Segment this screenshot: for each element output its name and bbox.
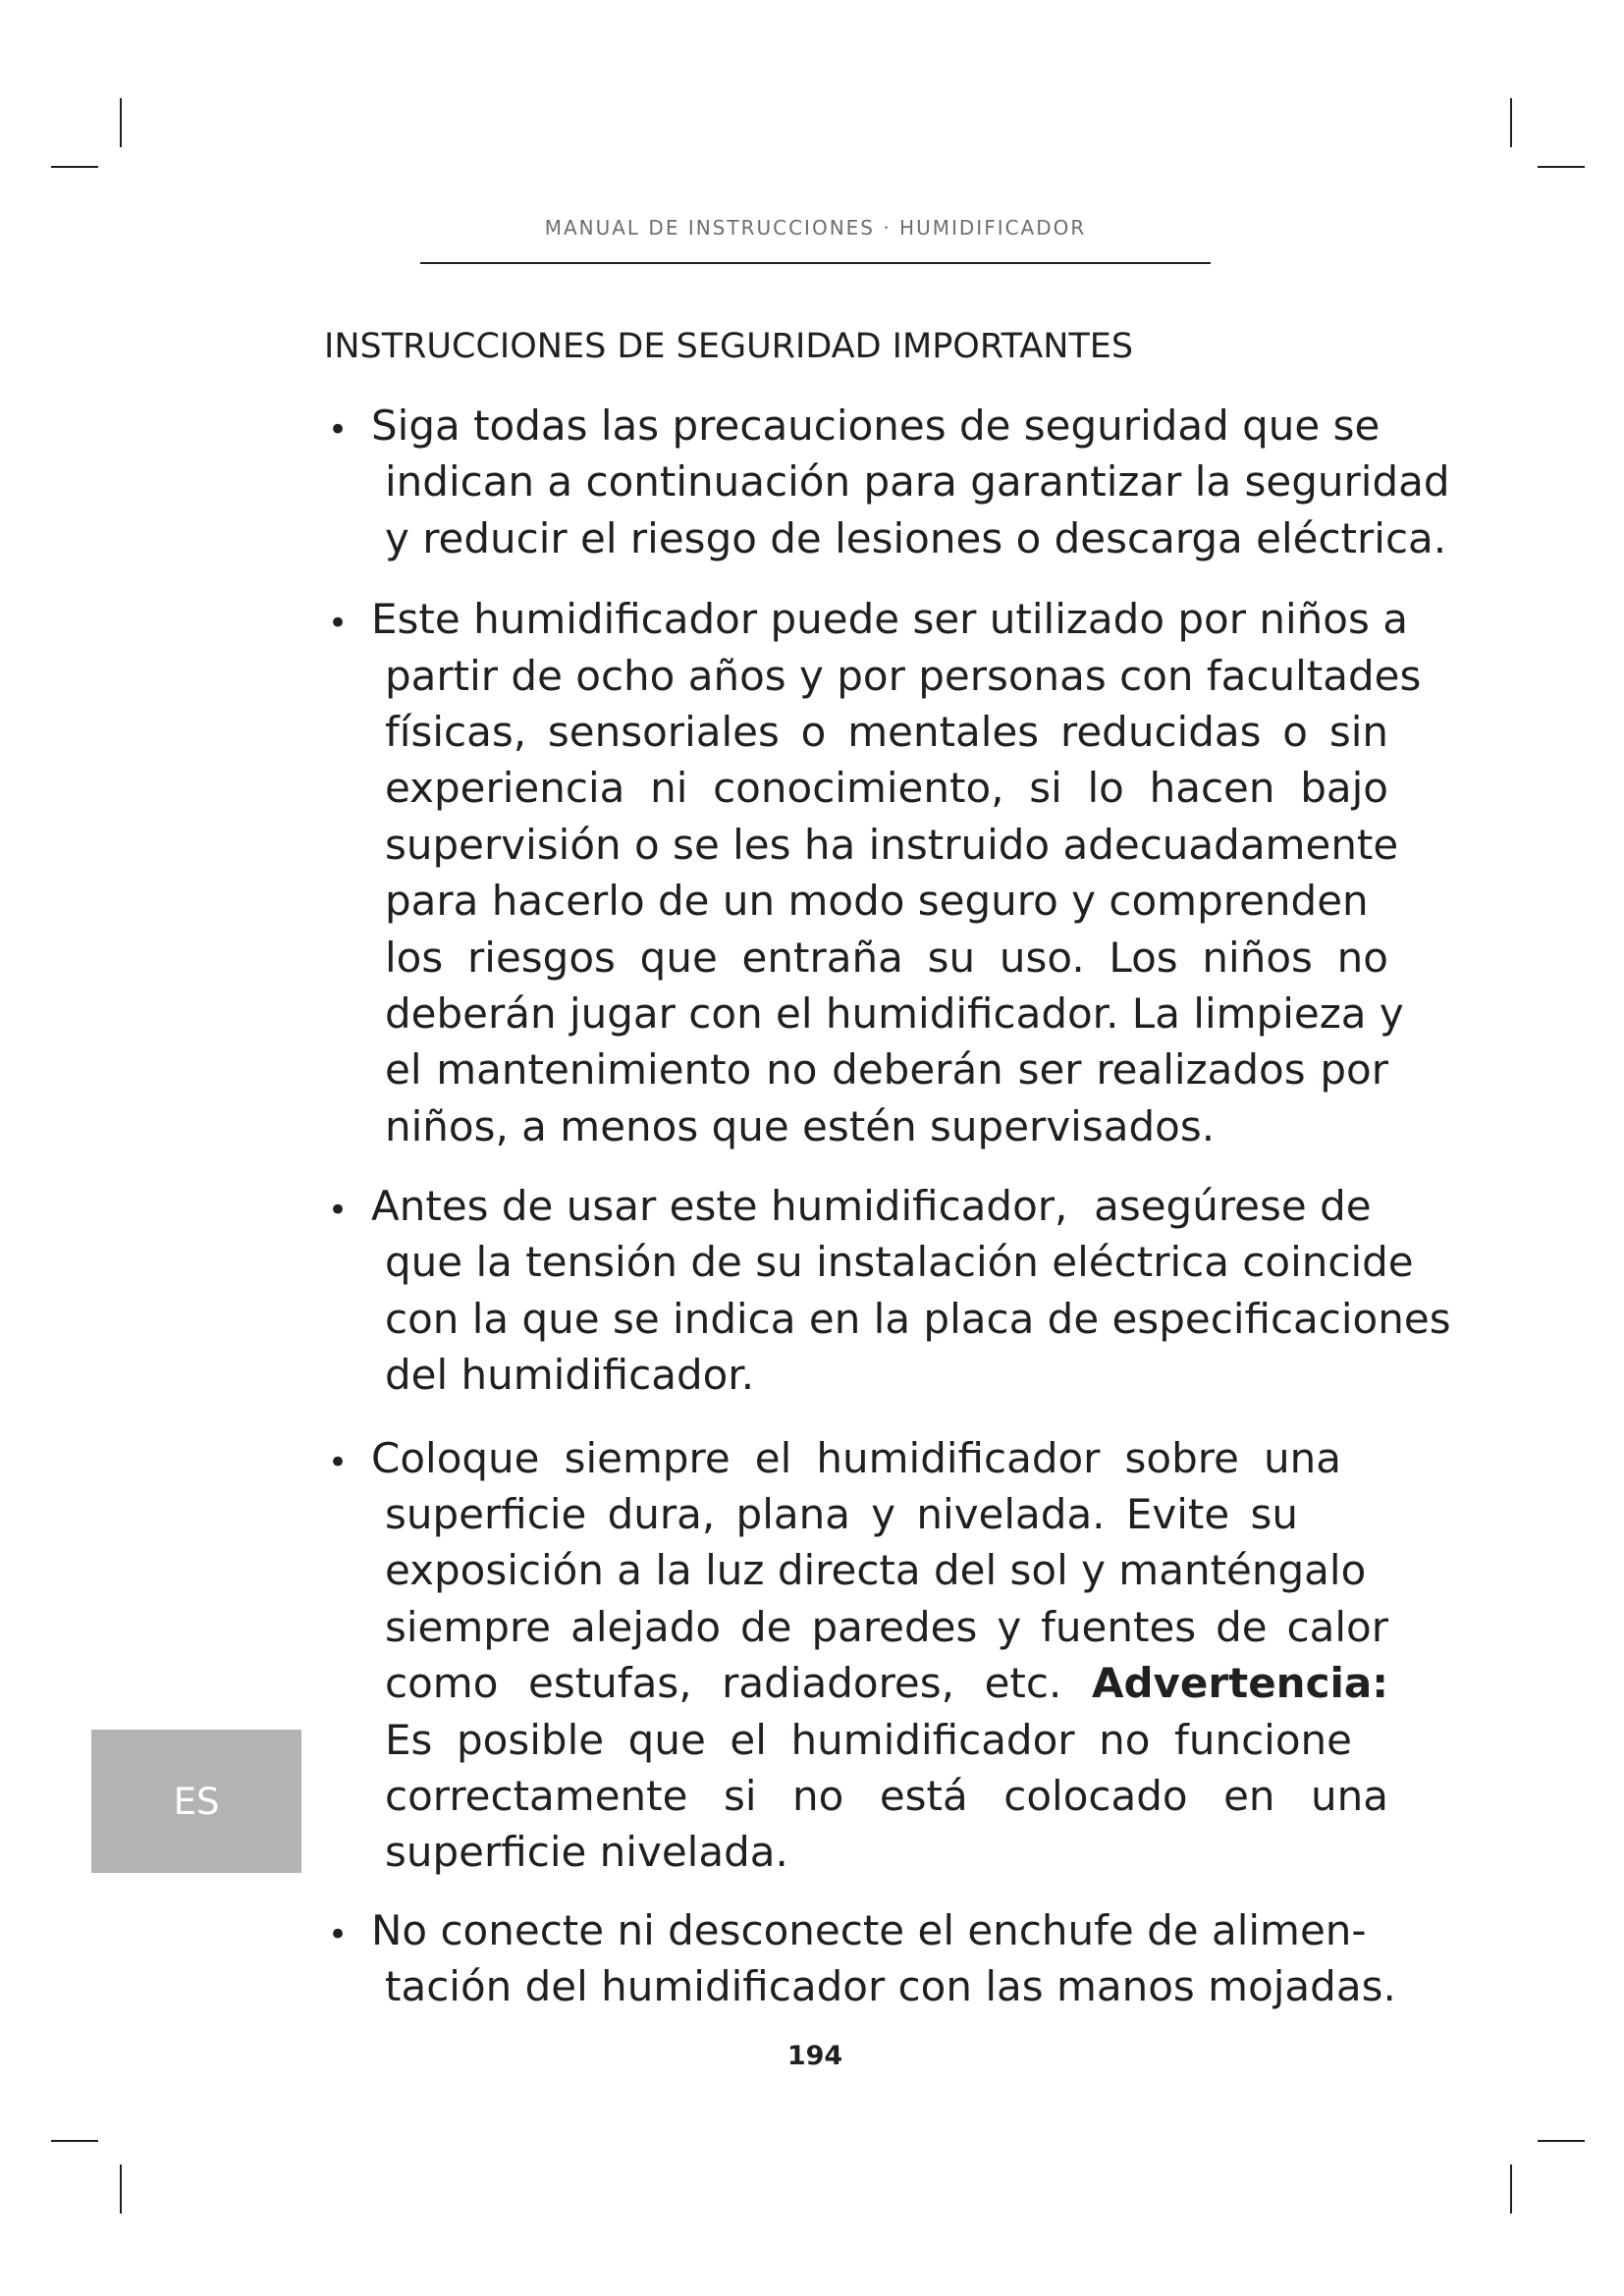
text-line: tación del humidificador con las manos mojadas. <box>385 1962 1396 2011</box>
text-line: Siga todas las precauciones de seguridad que se <box>371 401 1380 450</box>
crop-mark <box>120 2164 122 2214</box>
crop-mark <box>51 2140 98 2142</box>
text-line: deberán jugar con el humidificador. La limpieza y <box>385 988 1404 1038</box>
page-number: 194 <box>786 2041 843 2071</box>
crop-mark <box>1510 98 1512 147</box>
text-line: los riesgos que entraña su uso. Los niños no <box>385 933 1388 982</box>
bullet-icon: • <box>328 1442 349 1482</box>
text-line: experiencia ni conocimiento, si lo hacen bajo <box>385 764 1388 813</box>
text-line: y reducir el riesgo de lesiones o descarga eléctrica. <box>385 513 1447 562</box>
text-line: correctamente si no está colocado en una <box>385 1771 1388 1820</box>
list-item <box>324 1902 1443 2015</box>
list-item <box>324 398 1450 566</box>
safety-instructions-list <box>324 398 1451 2015</box>
text-line: con la que se indica en la placa de especificaciones <box>385 1294 1451 1343</box>
text-line: Es posible que el humidificador no funcione <box>385 1715 1352 1764</box>
bullet-icon: • <box>328 410 349 450</box>
text-line: Este humidificador puede ser utilizado por niños a <box>371 595 1408 644</box>
crop-mark <box>1538 2140 1585 2142</box>
text-line: exposición a la luz directa del sol y manténgalo <box>385 1546 1367 1595</box>
text-line: partir de ocho años y por personas con facultades <box>385 651 1422 700</box>
text-line: el mantenimiento no deberán ser realizados por <box>385 1045 1388 1095</box>
crop-mark <box>1510 2164 1512 2214</box>
crop-mark <box>1538 166 1585 168</box>
list-item <box>324 1178 1451 1404</box>
text-line: para hacerlo de un modo seguro y comprenden <box>385 877 1369 926</box>
warning-label: Advertencia: <box>1091 1659 1389 1708</box>
text-line <box>385 1655 1388 1711</box>
running-header: MANUAL DE INSTRUCCIONES · HUMIDIFICADOR <box>544 216 1087 240</box>
text-line: superficie nivelada. <box>385 1828 788 1877</box>
text-line: siempre alejado de paredes y fuentes de calor <box>385 1602 1388 1651</box>
text-line: supervisión o se les ha instruido adecuadamente <box>385 820 1399 869</box>
text-line: No conecte ni desconecte el enchufe de alimen- <box>371 1905 1367 1954</box>
header-rule <box>420 262 1211 264</box>
list-item <box>324 591 1422 1154</box>
language-tab: ES <box>91 1730 301 1873</box>
text-line: Antes de usar este humidificador, asegúrese de <box>371 1182 1372 1231</box>
bullet-icon: • <box>328 1191 349 1231</box>
list-item <box>324 1430 1388 1881</box>
text-line: del humidificador. <box>385 1351 755 1400</box>
crop-mark <box>51 166 98 168</box>
bullet-icon: • <box>328 1914 349 1954</box>
section-title: INSTRUCCIONES DE SEGURIDAD IMPORTANTES <box>324 327 1134 366</box>
text-line: niños, a menos que estén supervisados. <box>385 1101 1216 1150</box>
text-line: indican a continuación para garantizar la seguridad <box>385 457 1450 507</box>
text-line: superficie dura, plana y nivelada. Evite su <box>385 1490 1298 1539</box>
crop-mark <box>120 98 122 147</box>
text-line: Coloque siempre el humidificador sobre una <box>371 1433 1341 1482</box>
text-fragment: como estufas, radiadores, etc. <box>385 1659 1062 1708</box>
bullet-icon: • <box>328 604 349 644</box>
text-line: que la tensión de su instalación eléctrica coincide <box>385 1238 1414 1287</box>
text-line: físicas, sensoriales o mentales reducidas o sin <box>385 707 1388 756</box>
